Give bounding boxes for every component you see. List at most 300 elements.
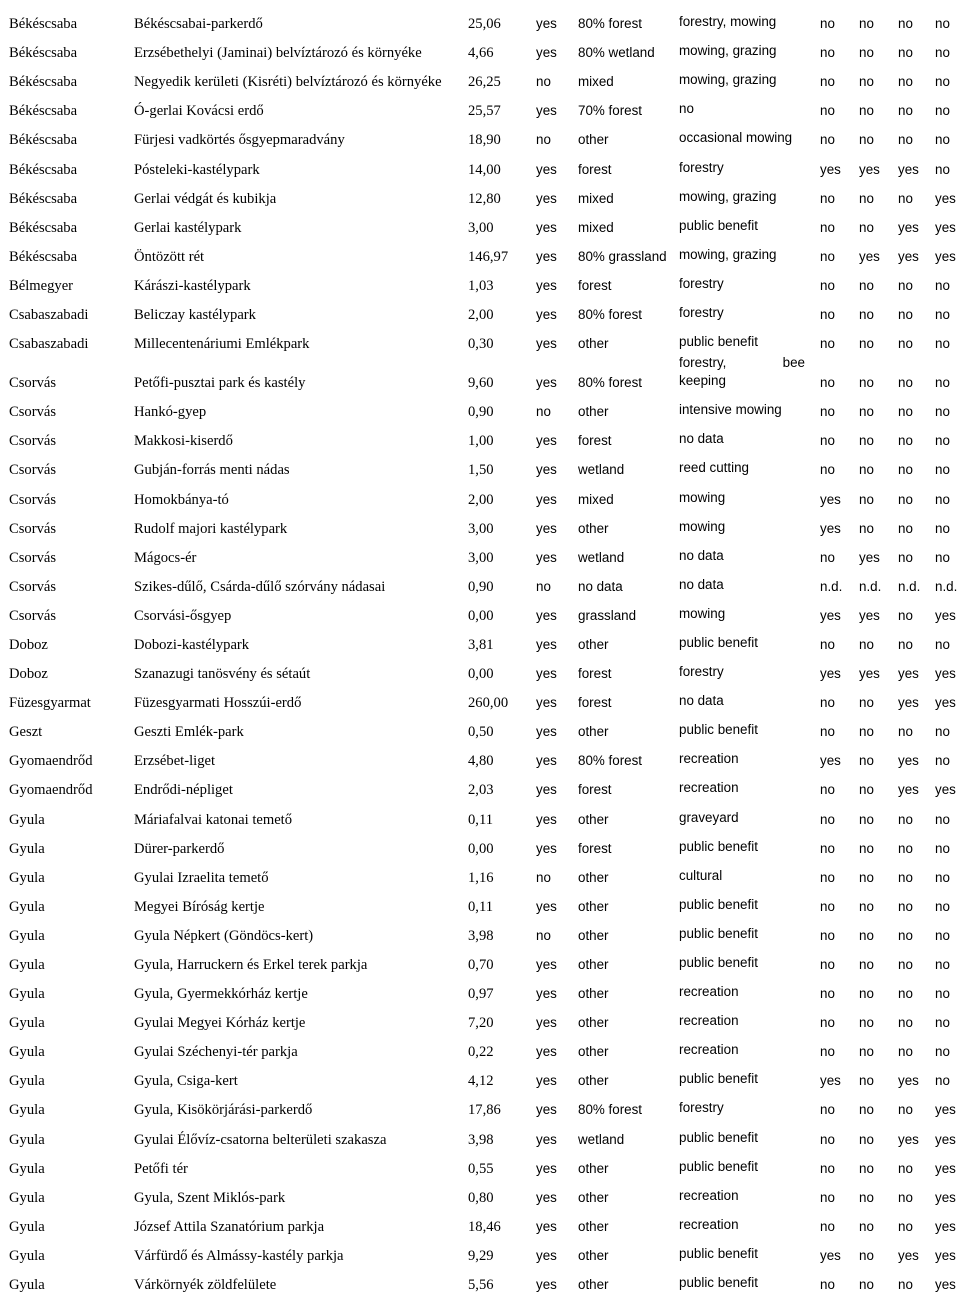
cell-text: other	[578, 957, 609, 972]
cell-text: no	[820, 927, 835, 943]
cell-text: Endrődi-népliget	[134, 782, 233, 799]
cell-text: 1,03	[468, 277, 494, 294]
cell-area-ha	[468, 1033, 536, 1062]
cell-area-ha	[468, 859, 536, 888]
cell-management	[679, 742, 820, 771]
cell-text: yes	[898, 1073, 919, 1089]
cell-text: Gyula	[9, 1015, 45, 1032]
cell-text: public benefit	[679, 634, 758, 650]
cell-text: no	[820, 549, 835, 565]
cell-text: recreation	[679, 1216, 739, 1232]
cell-col-9	[898, 975, 935, 1004]
cell-text: 80% grassland	[578, 248, 667, 264]
cell-text: Negyedik kerületi (Kisréti) belvíztározó és környéke	[134, 74, 442, 91]
cell-text: other	[578, 404, 609, 420]
cell-col-8	[859, 180, 898, 209]
cell-text: Füzesgyarmat	[9, 695, 91, 712]
cell-text: Békéscsaba	[9, 45, 78, 62]
cell-text: forestry	[679, 275, 724, 291]
cell-text: Gyula	[9, 1189, 45, 1206]
cell-col-10	[935, 1208, 960, 1237]
cell-management	[679, 626, 820, 655]
cell-text: Várkörnyék zöldfelülete	[134, 1277, 277, 1294]
cell-protected	[536, 1208, 578, 1237]
cell-site-name	[134, 568, 468, 597]
cell-col-7	[820, 859, 859, 888]
cell-site-name	[134, 1150, 468, 1179]
cell-text: yes	[898, 161, 919, 177]
cell-col-9	[898, 655, 935, 684]
cell-col-10	[935, 92, 960, 121]
cell-text: no	[820, 1189, 835, 1205]
cell-habitat-type	[578, 655, 679, 684]
cell-text: other	[578, 811, 609, 827]
cell-text: no	[859, 1160, 874, 1176]
cell-text: Gubján-forrás menti nádas	[134, 462, 290, 479]
table-row	[0, 771, 960, 800]
cell-text: mowing	[679, 489, 726, 505]
cell-site-name	[134, 830, 468, 859]
cell-text: no	[935, 840, 950, 856]
cell-text: no	[859, 190, 874, 206]
cell-text: no	[859, 1277, 874, 1293]
cell-text: yes	[536, 307, 557, 323]
cell-text: yes	[820, 520, 841, 536]
cell-text: 0,00	[468, 666, 494, 683]
cell-text: forestry	[679, 664, 724, 680]
cell-habitat-type	[578, 393, 679, 422]
cell-text: public benefit	[679, 217, 758, 233]
cell-text: yes	[536, 666, 557, 682]
cell-col-7	[820, 597, 859, 626]
cell-text: no	[898, 404, 913, 420]
cell-text: other	[578, 1044, 609, 1060]
cell-settlement	[0, 1208, 134, 1237]
cell-area-ha	[468, 5, 536, 34]
cell-area-ha	[468, 1150, 536, 1179]
cell-area-ha	[468, 209, 536, 238]
cell-text: no	[859, 753, 874, 769]
cell-text: no	[859, 132, 874, 148]
cell-management	[679, 121, 820, 150]
cell-protected	[536, 354, 578, 393]
cell-site-name	[134, 150, 468, 179]
cell-col-7	[820, 655, 859, 684]
cell-site-name	[134, 121, 468, 150]
cell-text: no	[536, 869, 551, 885]
cell-text: other	[578, 132, 609, 148]
cell-text: yes	[935, 1160, 956, 1176]
cell-col-10	[935, 63, 960, 92]
cell-text: Öntözött rét	[134, 248, 205, 265]
cell-text: Gyula	[9, 869, 45, 886]
cell-text: Csorvás	[9, 578, 57, 595]
cell-management	[679, 451, 820, 480]
cell-text: intensive mowing	[679, 402, 782, 418]
cell-text: wetland	[578, 462, 625, 478]
cell-text: no	[898, 16, 913, 32]
cell-habitat-type	[578, 451, 679, 480]
cell-col-9	[898, 1120, 935, 1149]
cell-text: 70% forest	[578, 103, 643, 119]
cell-management	[679, 1004, 820, 1033]
cell-habitat-type	[578, 1179, 679, 1208]
cell-text: Gyulai Megyei Kórház kertje	[134, 1015, 306, 1032]
cell-col-9	[898, 510, 935, 539]
cell-col-10	[935, 121, 960, 150]
cell-text: cultural	[679, 867, 723, 883]
cell-col-7	[820, 684, 859, 713]
cell-text: 25,57	[468, 103, 501, 120]
cell-protected	[536, 1150, 578, 1179]
table-row	[0, 626, 960, 655]
cell-site-name	[134, 34, 468, 63]
cell-text: 80% forest	[578, 375, 643, 391]
cell-site-name	[134, 238, 468, 267]
cell-area-ha	[468, 451, 536, 480]
cell-text: yes	[536, 636, 557, 652]
cell-protected	[536, 150, 578, 179]
cell-col-9	[898, 917, 935, 946]
cell-col-10	[935, 354, 960, 393]
cell-col-8	[859, 325, 898, 354]
cell-col-8	[859, 655, 898, 684]
cell-text: yes	[536, 161, 557, 177]
cell-col-8	[859, 1237, 898, 1266]
cell-text: Pósteleki-kastélypark	[134, 161, 260, 178]
cell-text: 0,97	[468, 986, 494, 1003]
cell-col-7	[820, 830, 859, 859]
cell-text: yes	[859, 666, 880, 682]
cell-text: no	[859, 219, 874, 235]
cell-habitat-type	[578, 1004, 679, 1033]
cell-text: no	[898, 986, 913, 1002]
cell-text: no	[935, 462, 950, 478]
cell-protected	[536, 121, 578, 150]
cell-text: Geszti Emlék-park	[134, 724, 244, 741]
cell-text: Füzesgyarmati Hosszúi-erdő	[134, 695, 302, 712]
cell-text: yes	[935, 1189, 956, 1205]
cell-col-10	[935, 975, 960, 1004]
cell-text: no	[898, 927, 913, 943]
cell-col-10	[935, 655, 960, 684]
cell-col-10	[935, 150, 960, 179]
cell-protected	[536, 888, 578, 917]
cell-text: mixed	[578, 491, 614, 507]
cell-text: no	[935, 753, 950, 769]
cell-habitat-type	[578, 92, 679, 121]
cell-text: no	[820, 190, 835, 206]
cell-col-7	[820, 1150, 859, 1179]
cell-col-10	[935, 325, 960, 354]
cell-text: no	[820, 433, 835, 449]
cell-text: forest	[578, 277, 612, 293]
cell-text: 80% forest	[578, 16, 643, 32]
table-row	[0, 422, 960, 451]
cell-text: no	[898, 74, 913, 90]
cell-text: Békéscsaba	[9, 161, 78, 178]
cell-col-10	[935, 771, 960, 800]
cell-text: no	[820, 869, 835, 885]
cell-text: no	[859, 636, 874, 652]
cell-text: grassland	[578, 607, 637, 623]
cell-area-ha	[468, 150, 536, 179]
cell-text: Gyula, Harruckern és Erkel terek parkja	[134, 957, 368, 973]
cell-area-ha	[468, 92, 536, 121]
cell-area-ha	[468, 238, 536, 267]
cell-col-8	[859, 121, 898, 150]
cell-habitat-type	[578, 568, 679, 597]
cell-text: no	[859, 811, 874, 827]
cell-text: Máriafalvai katonai temető	[134, 811, 293, 828]
cell-management	[679, 1033, 820, 1062]
cell-management	[679, 888, 820, 917]
cell-protected	[536, 597, 578, 626]
cell-text: yes	[536, 103, 557, 119]
cell-col-9	[898, 480, 935, 509]
cell-col-8	[859, 238, 898, 267]
table-row	[0, 1120, 960, 1149]
cell-area-ha	[468, 742, 536, 771]
cell-text: public benefit	[679, 896, 758, 912]
cell-text: Békéscsabai-parkerdő	[134, 16, 263, 33]
cell-text: public benefit	[679, 1245, 758, 1261]
cell-text: no	[898, 549, 913, 565]
cell-management	[679, 771, 820, 800]
cell-col-7	[820, 1062, 859, 1091]
cell-text: 3,00	[468, 520, 494, 537]
cell-text: no	[935, 869, 950, 885]
cell-area-ha	[468, 626, 536, 655]
cell-text: 80% forest	[578, 307, 643, 323]
cell-text: no	[859, 307, 874, 323]
cell-text: 25,06	[468, 16, 501, 33]
cell-protected	[536, 1062, 578, 1091]
cell-protected	[536, 422, 578, 451]
cell-col-8	[859, 296, 898, 325]
cell-col-10	[935, 1150, 960, 1179]
cell-text: Fürjesi vadkörtés ősgyepmaradvány	[134, 132, 345, 149]
cell-area-ha	[468, 34, 536, 63]
cell-col-9	[898, 568, 935, 597]
cell-area-ha	[468, 1237, 536, 1266]
cell-text: Gyula	[9, 1160, 45, 1177]
cell-text: no	[859, 782, 874, 798]
cell-management	[679, 830, 820, 859]
cell-col-7	[820, 92, 859, 121]
cell-protected	[536, 1004, 578, 1033]
cell-text: no	[820, 248, 835, 264]
cell-protected	[536, 267, 578, 296]
cell-text: 9,60	[468, 375, 494, 392]
cell-text: no	[935, 74, 950, 90]
cell-text: 12,80	[468, 190, 501, 207]
cell-col-10	[935, 393, 960, 422]
cell-settlement	[0, 975, 134, 1004]
cell-management	[679, 325, 820, 354]
cell-protected	[536, 209, 578, 238]
cell-management	[679, 296, 820, 325]
cell-text: no	[859, 462, 874, 478]
cell-text: forestry	[679, 1100, 724, 1116]
cell-text: Békéscsaba	[9, 74, 78, 91]
cell-col-9	[898, 34, 935, 63]
cell-text: no	[935, 277, 950, 293]
cell-col-7	[820, 1237, 859, 1266]
cell-text: no	[820, 462, 835, 478]
cell-text: public benefit	[679, 1129, 758, 1145]
cell-text: no	[820, 1218, 835, 1234]
cell-text: no	[820, 404, 835, 420]
cell-text: no	[820, 898, 835, 914]
cell-protected	[536, 539, 578, 568]
cell-text: no	[536, 578, 551, 594]
cell-text: Gyula	[9, 927, 45, 944]
cell-text: 0,55	[468, 1160, 494, 1177]
cell-col-8	[859, 393, 898, 422]
cell-col-8	[859, 510, 898, 539]
cell-text: Homokbánya-tó	[134, 491, 229, 508]
cell-col-8	[859, 354, 898, 393]
cell-col-9	[898, 92, 935, 121]
cell-settlement	[0, 209, 134, 238]
cell-text: Gyula Népkert (Göndöcs-kert)	[134, 927, 314, 944]
table-row	[0, 1004, 960, 1033]
cell-text: yes	[536, 1044, 557, 1060]
cell-col-7	[820, 1120, 859, 1149]
cell-protected	[536, 655, 578, 684]
cell-settlement	[0, 830, 134, 859]
cell-text: 17,86	[468, 1102, 501, 1119]
table-row	[0, 92, 960, 121]
cell-text: yes	[898, 1247, 919, 1263]
cell-settlement	[0, 5, 134, 34]
cell-management	[679, 92, 820, 121]
cell-col-9	[898, 150, 935, 179]
cell-text: no	[859, 45, 874, 61]
cell-text: Csorvási-ősgyep	[134, 607, 232, 624]
cell-habitat-type	[578, 238, 679, 267]
cell-protected	[536, 626, 578, 655]
cell-text: yes	[935, 666, 956, 682]
cell-text: 146,97	[468, 248, 509, 265]
cell-text: mowing, grazing	[679, 72, 777, 88]
cell-col-10	[935, 1062, 960, 1091]
cell-text: Csorvás	[9, 549, 57, 566]
cell-col-9	[898, 238, 935, 267]
cell-settlement	[0, 1150, 134, 1179]
cell-text: no	[859, 869, 874, 885]
cell-text: public benefit	[679, 1071, 758, 1087]
cell-text: yes	[536, 782, 557, 798]
cell-habitat-type	[578, 422, 679, 451]
cell-text: mowing, grazing	[679, 43, 777, 59]
cell-col-10	[935, 238, 960, 267]
cell-area-ha	[468, 888, 536, 917]
cell-area-ha	[468, 180, 536, 209]
cell-text: public benefit	[679, 1158, 758, 1174]
cell-col-10	[935, 1179, 960, 1208]
cell-col-9	[898, 267, 935, 296]
cell-protected	[536, 34, 578, 63]
cell-text: 2,00	[468, 307, 494, 324]
cell-protected	[536, 451, 578, 480]
table-row	[0, 830, 960, 859]
cell-text: no	[536, 132, 551, 148]
cell-col-9	[898, 296, 935, 325]
cell-text: mowing, grazing	[679, 188, 777, 204]
cell-text: no	[859, 336, 874, 352]
cell-text: yes	[898, 782, 919, 798]
cell-text: no	[820, 375, 835, 391]
cell-text: 18,46	[468, 1218, 501, 1235]
cell-text: no	[898, 869, 913, 885]
cell-text: Csorvás	[9, 433, 57, 450]
cell-area-ha	[468, 1062, 536, 1091]
cell-col-9	[898, 539, 935, 568]
cell-area-ha	[468, 63, 536, 92]
cell-text: yes	[935, 1131, 956, 1147]
cell-col-8	[859, 742, 898, 771]
cell-text: yes	[898, 753, 919, 769]
table-row	[0, 150, 960, 179]
cell-text: other	[578, 1189, 609, 1205]
cell-text: 0,22	[468, 1044, 494, 1061]
cell-col-8	[859, 150, 898, 179]
cell-habitat-type	[578, 626, 679, 655]
cell-settlement	[0, 510, 134, 539]
table-row	[0, 451, 960, 480]
cell-text: no	[820, 957, 835, 972]
cell-text: no	[820, 782, 835, 798]
cell-text: forest	[578, 782, 612, 798]
cell-text: 3,00	[468, 549, 494, 566]
cell-protected	[536, 5, 578, 34]
cell-text: 1,00	[468, 433, 494, 450]
cell-protected	[536, 296, 578, 325]
table-row	[0, 946, 960, 975]
cell-col-10	[935, 422, 960, 451]
cell-text: no	[898, 1044, 913, 1060]
cell-habitat-type	[578, 771, 679, 800]
cell-habitat-type	[578, 34, 679, 63]
cell-text: other	[578, 869, 609, 885]
cell-site-name	[134, 1004, 468, 1033]
cell-text: yes	[536, 45, 557, 61]
cell-site-name	[134, 1033, 468, 1062]
cell-text: yes	[536, 724, 557, 740]
cell-text: no	[859, 375, 874, 391]
table-row	[0, 917, 960, 946]
cell-col-10	[935, 5, 960, 34]
cell-col-8	[859, 975, 898, 1004]
cell-col-10	[935, 888, 960, 917]
cell-text: Gyulai Izraelita temető	[134, 869, 269, 886]
cell-text: Megyei Bíróság kertje	[134, 898, 265, 915]
cell-text: no	[898, 1277, 913, 1293]
cell-text: no	[898, 277, 913, 293]
cell-management	[679, 209, 820, 238]
cell-text: Gyula, Kisökörjárási-parkerdő	[134, 1102, 313, 1119]
cell-text: yes	[536, 811, 557, 827]
cell-text: no	[898, 1160, 913, 1176]
cell-text: Dobozi-kastélypark	[134, 636, 250, 653]
cell-site-name	[134, 325, 468, 354]
cell-management	[679, 354, 820, 393]
cell-text: Petőfi-pusztai park és kastély	[134, 375, 306, 392]
cell-col-7	[820, 1033, 859, 1062]
cell-col-10	[935, 1091, 960, 1120]
